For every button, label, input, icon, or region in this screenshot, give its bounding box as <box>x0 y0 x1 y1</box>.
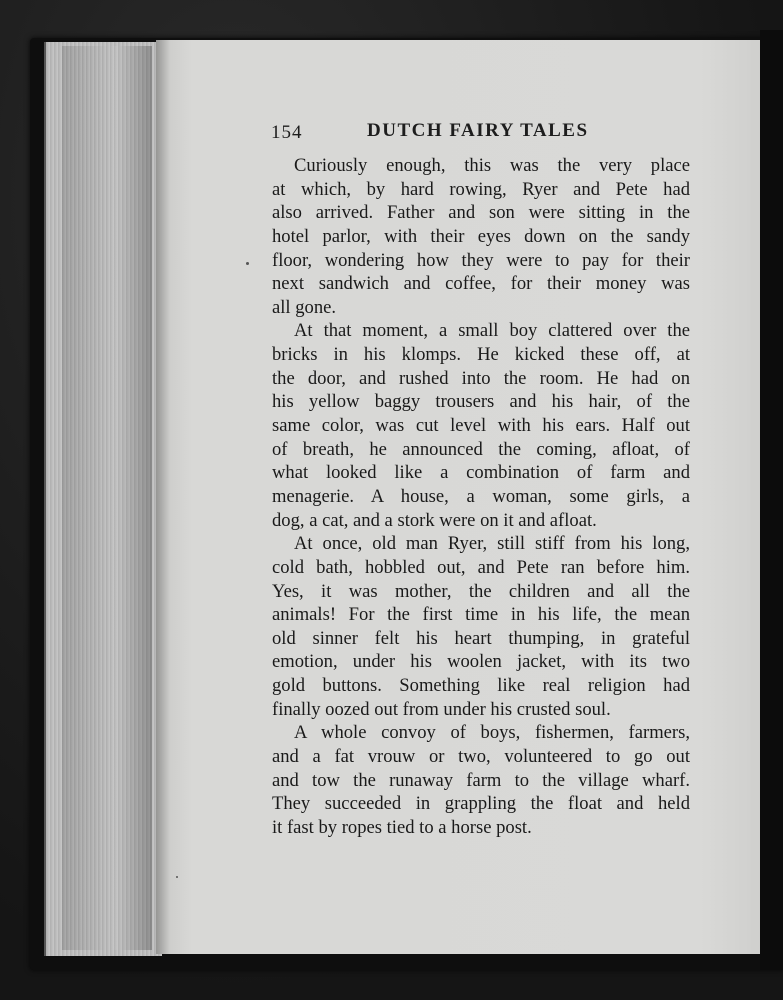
text-line: menagerie. A house, a woman, some girls, a <box>272 485 690 507</box>
text-line: what looked like a combination of farm and <box>272 462 690 484</box>
running-head <box>271 118 691 148</box>
text-line: his yellow baggy trousers and his hair, of the <box>272 391 690 413</box>
text-line: At that moment, a small boy clattered over the <box>294 320 690 342</box>
text-line: dog, a cat, and a stork were on it and afloat. <box>272 509 597 531</box>
text-line: bricks in his klomps. He kicked these off, at <box>272 344 690 366</box>
text-line: emotion, under his woolen jacket, with its two <box>272 651 690 673</box>
text-line: gold buttons. Something like real religion had <box>272 675 690 697</box>
text-line: Curiously enough, this was the very place <box>294 155 690 176</box>
text-line: also arrived. Father and son were sitting in the <box>272 202 690 224</box>
text-line: of breath, he announced the coming, afloat, of <box>272 438 690 460</box>
text-line: animals! For the first time in his life, the mean <box>272 604 690 626</box>
text-line: They succeeded in grappling the float and held <box>272 793 690 815</box>
text-line: A whole convoy of boys, fishermen, farmers, <box>294 722 690 744</box>
text-line: same color, was cut level with his ears. Half out <box>272 415 690 437</box>
page-edges-shading <box>62 46 152 950</box>
text-line: the door, and rushed into the room. He had on <box>272 367 690 389</box>
page-number: 154 <box>271 122 303 143</box>
running-title: DUTCH FAIRY TALES <box>367 120 589 141</box>
body-text <box>272 154 690 840</box>
gutter-shadow <box>156 40 170 954</box>
text-line: it fast by ropes tied to a horse post. <box>272 816 532 838</box>
text-line: cold bath, hobbled out, and Pete ran before him. <box>272 556 690 578</box>
cover-right-edge <box>760 30 783 970</box>
text-line: all gone. <box>272 296 337 318</box>
text-line: hotel parlor, with their eyes down on the sandy <box>272 225 690 247</box>
text-line: at which, by hard rowing, Ryer and Pete had <box>272 178 690 200</box>
text-line: At once, old man Ryer, still stiff from his long, <box>294 533 690 555</box>
text-line: next sandwich and coffee, for their money was <box>272 273 690 295</box>
dust-speck <box>176 876 178 878</box>
text-line: Yes, it was mother, the children and all the <box>272 580 690 602</box>
text-line: and tow the runaway farm to the village wharf. <box>272 769 690 791</box>
text-line: finally oozed out from under his crusted soul. <box>272 698 611 720</box>
text-line: and a fat vrouw or two, volunteered to go out <box>272 746 690 768</box>
dust-speck <box>246 262 249 265</box>
text-line: old sinner felt his heart thumping, in grateful <box>272 627 690 649</box>
text-line: floor, wondering how they were to pay for their <box>272 249 690 271</box>
